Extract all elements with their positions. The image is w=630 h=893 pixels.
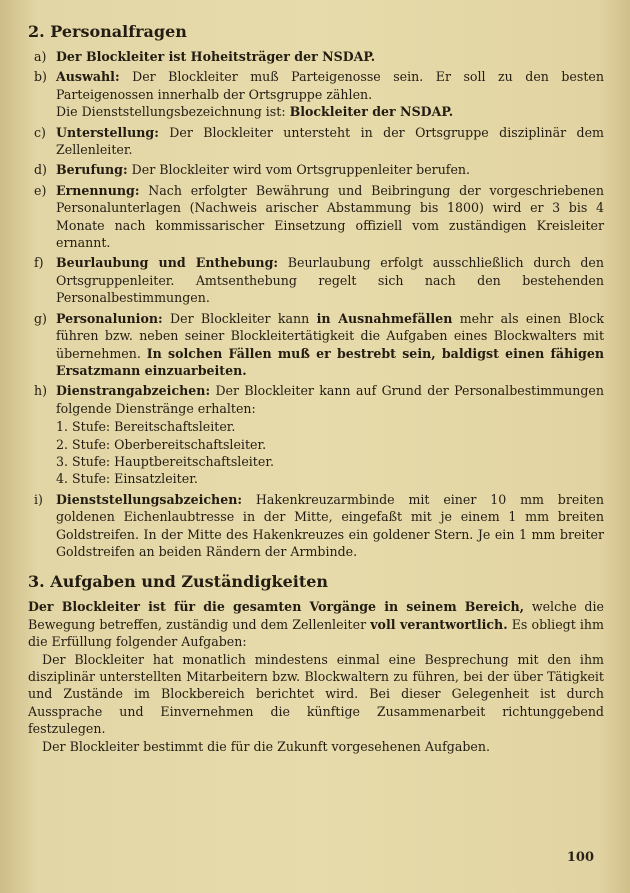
section-3-paragraph-2: Der Blockleiter bestimmt die für die Zukunft vorgesehenen Aufgaben. [42,738,490,754]
item-marker: i) [34,491,43,507]
item-marker: e) [34,182,47,198]
item-text-bold-end: In solchen Fällen muß er bestrebt sein, baldigst einen fähigen Ersatzmann einzuarbeiten. [56,345,604,378]
item-text-line2-bold: Blockleiter der NSDAP. [289,104,454,120]
item-label: Berufung: [56,162,128,178]
lead-text-2: Es obliegt ihm die Erfüllung folgender Aufgaben: [28,616,604,650]
rank-item: 3. Stufe: Hauptbereitschaftsleiter. [56,453,274,469]
rank-item: 2. Stufe: Oberbereitschaftsleiter. [56,436,267,452]
item-marker: h) [34,383,48,399]
page-number: 100 [566,850,594,865]
section-3-paragraph-1: Der Blockleiter hat monatlich mindestens einmal eine Besprechung mit den ihm disziplinär unterstellten Mitarbeitern bzw. Blockwaltern zu führen, bei der über Tätigkeit und Zustände im Blockbereich berichtet wird. Bei dieser Gelegenheit ist durch Aussprache und Einvernehmen die künftige Zusammenarbeit richtunggebend festzulegen. [28,651,604,737]
item-label: Auswahl: [56,69,120,85]
rank-list [56,418,604,488]
item-label: Ernennung: [56,182,140,198]
item-text: Der Blockleiter untersteht in der Ortsgruppe disziplinär dem Zellenleiter. [56,124,604,158]
item-text-bold: in Ausnahmefällen [316,310,453,326]
item-marker: f) [34,255,44,271]
item-text: Beurlaubung erfolgt ausschließlich durch den Ortsgruppenleiter. Amtsenthebung regelt sich nach den bestehenden Personalbestimmungen. [56,255,604,306]
item-text: Der Blockleiter wird vom Ortsgruppenleiter berufen. [131,162,471,178]
item-i [28,491,604,561]
item-b [28,68,604,120]
lead-bold: Der Blockleiter ist für die gesamten Vorgänge in seinem Bereich, [28,599,525,615]
section-3-heading: 3. Aufgaben und Zuständigkeiten [28,572,329,592]
item-text: Der Blockleiter kann [170,310,310,326]
rank-item: 1. Stufe: Bereitschaftsleiter. [56,419,236,435]
lead-bold-2: voll verantwortlich. [370,616,508,632]
item-c [28,124,604,159]
item-text: Nach erfolgter Bewährung und Beibringung der vorgeschriebenen Personalunterlagen (Nachweis arischer Abstammung bis 1800) wird er 3 bis 4 Monate nach kommissarischer Einsetzung offiziell vom zuständigen Kreisleiter ernannt. [56,182,604,251]
item-marker: a) [34,49,47,64]
item-label: Personalunion: [56,310,163,326]
item-e [28,182,604,252]
item-h [28,382,604,487]
item-text: Der Blockleiter muß Parteigenosse sein. Er soll zu den besten Parteigenossen innerhalb der Ortsgruppe zählen. [56,69,604,102]
item-label: Der Blockleiter ist Hoheitsträger der NSDAP. [56,49,376,64]
item-d [28,161,604,178]
item-label: Beurlaubung und Enthebung: [56,255,279,271]
item-f [28,254,604,306]
item-text: Hakenkreuzarmbinde mit einer 10 mm breiten goldenen Eichenlaubtresse in der Mitte, eingefaßt mit je einem 1 mm breiten Goldstreifen. In der Mitte des Hakenkreuzes ein goldener Stern. Je ein 1 mm breiter Goldstreifen an beiden Rändern der Armbinde. [56,491,604,559]
section-2-heading: 2. Personalfragen [28,22,187,41]
item-label: Dienststellungsabzeichen: [56,491,243,507]
item-label: Unterstellung: [56,124,159,140]
item-text-cont: mehr als einen Block führen bzw. neben seiner Blockleitertätigkeit die Aufgaben eines Blockwalters mit übernehmen. [56,310,604,361]
item-marker: c) [34,124,46,140]
item-marker: g) [34,310,47,326]
page-content [28,22,604,755]
lead-text: welche die Bewegung betreffen, zuständig und dem Zellenleiter [28,599,604,632]
item-a [28,48,604,65]
item-label: Dienstrangabzeichen: [56,383,211,399]
section-3-lead [28,598,604,650]
item-g [28,310,604,380]
item-marker: d) [34,162,47,178]
item-marker: b) [34,69,47,85]
item-text: Der Blockleiter kann auf Grund der Personalbestimmungen folgende Dienstränge erhalten: [56,383,605,416]
item-text-line2: Die Dienststellungsbezeichnung ist: [56,104,290,120]
rank-item: 4. Stufe: Einsatzleiter. [56,471,198,487]
